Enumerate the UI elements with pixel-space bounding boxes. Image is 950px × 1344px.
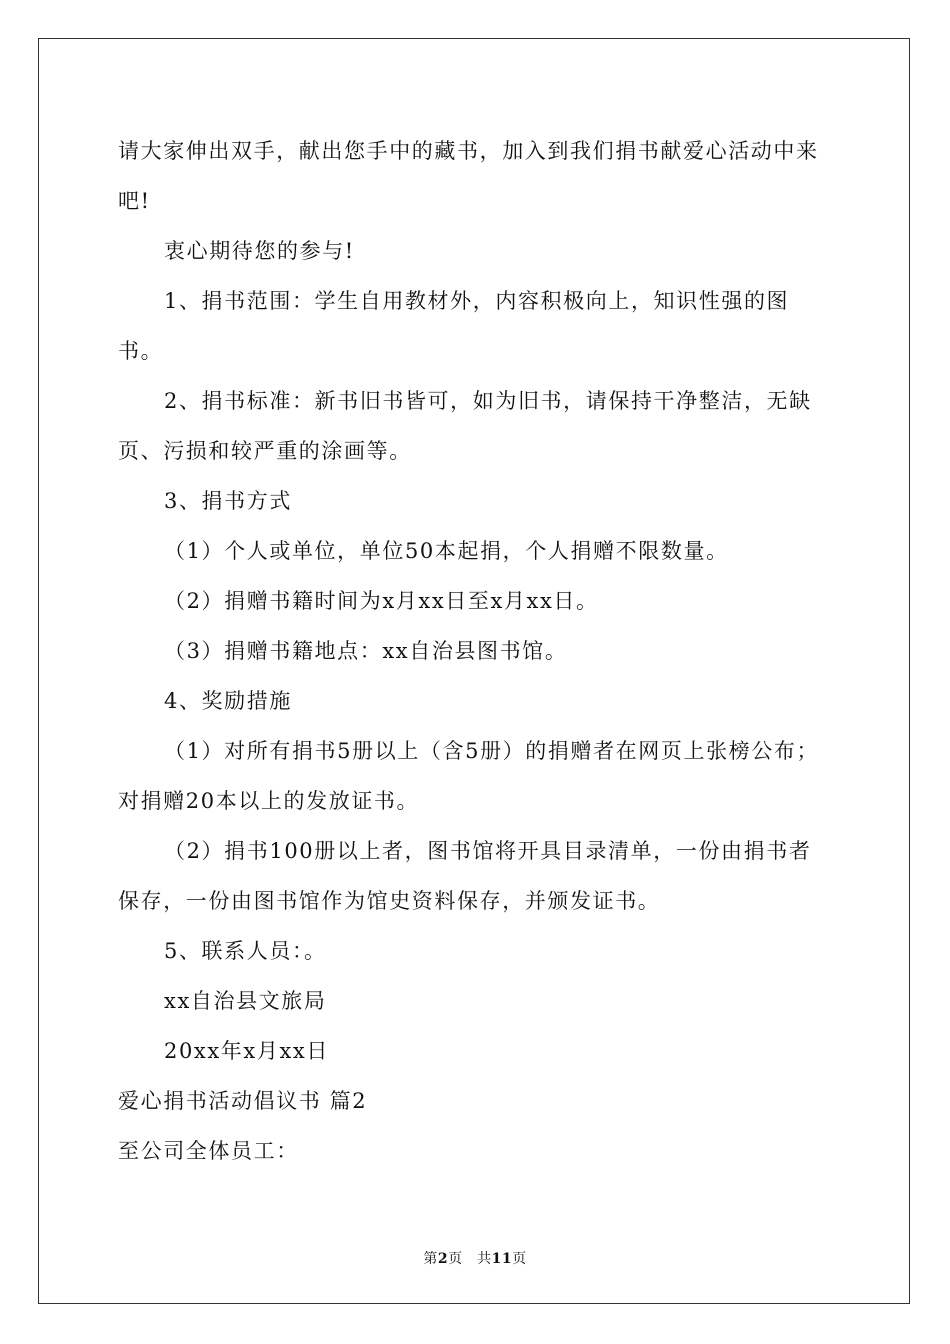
document-title: 爱心捐书活动倡议书 篇2 bbox=[118, 1089, 368, 1113]
page-footer bbox=[0, 1248, 950, 1268]
contact-line: 5、联系人员：。 bbox=[164, 939, 327, 963]
paragraph: 2、捐书标准：新书旧书皆可，如为旧书，请保持干净整洁，无缺页、污损和较严重的涂画等。 bbox=[118, 389, 812, 463]
paragraph: 1、捐书范围：学生自用教材外，内容积极向上，知识性强的图书。 bbox=[118, 289, 790, 363]
salutation: 至公司全体员工： bbox=[118, 1139, 299, 1163]
footer-prefix: 第 bbox=[423, 1251, 438, 1267]
document-body bbox=[118, 126, 834, 1176]
section-heading: 3、捐书方式 bbox=[164, 489, 292, 513]
section-heading: 4、奖励措施 bbox=[164, 689, 292, 713]
signature-date: 20xx年x月xx日 bbox=[164, 1039, 329, 1063]
paragraph: 请大家伸出双手，献出您手中的藏书，加入到我们捐书献爱心活动中来吧! bbox=[118, 139, 819, 213]
list-item: （1）对所有捐书5册以上（含5册）的捐赠者在网页上张榜公布；对捐赠20本以上的发放证书。 bbox=[118, 739, 820, 813]
total-page-count: 11 bbox=[491, 1251, 513, 1267]
signature-organization: xx自治县文旅局 bbox=[164, 989, 327, 1013]
list-item: （1）个人或单位，单位50本起捐，个人捐赠不限数量。 bbox=[164, 539, 729, 563]
list-item: （3）捐赠书籍地点：xx自治县图书馆。 bbox=[164, 639, 568, 663]
paragraph: 衷心期待您的参与! bbox=[164, 239, 355, 263]
footer-suffix: 页 bbox=[512, 1251, 527, 1267]
current-page-number: 2 bbox=[437, 1251, 449, 1267]
footer-middle: 页 共 bbox=[448, 1251, 492, 1267]
list-item: （2）捐书100册以上者，图书馆将开具目录清单，一份由捐书者保存，一份由图书馆作为馆史资料保存，并颁发证书。 bbox=[118, 839, 812, 913]
list-item: （2）捐赠书籍时间为x月xx日至x月xx日。 bbox=[164, 589, 599, 613]
